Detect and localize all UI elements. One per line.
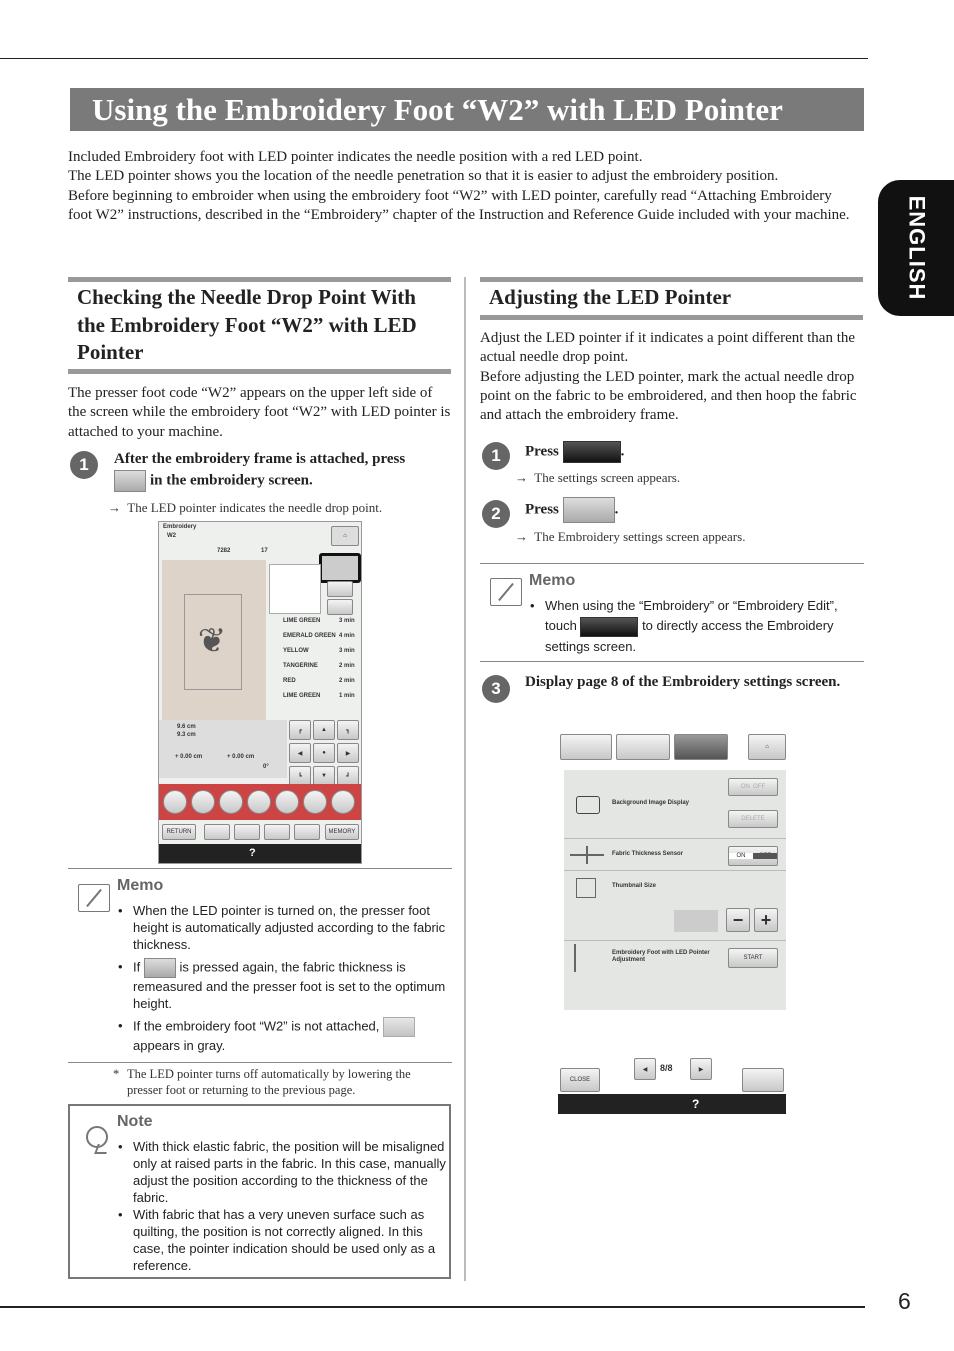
machine-button[interactable]	[742, 1068, 784, 1092]
right-section-top-bar	[480, 277, 863, 282]
settings-tab-1[interactable]	[560, 734, 612, 760]
thumbnail	[269, 564, 321, 614]
help-icon[interactable]: ?	[249, 847, 256, 859]
memo-item: • When the LED pointer is turned on, the presser foot height is automatically adjusted according to the fabric thickness.	[118, 903, 446, 952]
edit-tool-3-button[interactable]	[219, 790, 243, 814]
left-heading: Checking the Needle Drop Point With the Embroidery Foot “W2” with LED Pointer	[77, 285, 417, 364]
center-button[interactable]: ●	[313, 743, 335, 763]
minus-button[interactable]: −	[726, 908, 750, 932]
thumbnail-size-preview	[674, 910, 718, 932]
thickness-sensor-icon	[144, 958, 176, 978]
stitch-button[interactable]	[234, 824, 260, 840]
section-bottom-bar	[68, 369, 451, 374]
settings-key-icon	[580, 617, 638, 637]
trial-button[interactable]	[294, 824, 320, 840]
right-step-2-result: → The Embroidery settings screen appears.	[515, 529, 746, 544]
arrow-up-button[interactable]: ▲	[313, 720, 335, 740]
footnote: The LED pointer turns off automatically by lowering the presser foot or returning to the previous page.	[127, 1067, 411, 1097]
top-rule	[0, 58, 868, 59]
right-step-1-badge: 1	[482, 442, 510, 470]
bottom-rule	[0, 1306, 865, 1308]
stitch-count: 7282	[217, 548, 231, 554]
step-1-result: → The LED pointer indicates the needle drop point.	[108, 500, 383, 515]
right-heading: Adjusting the LED Pointer	[489, 285, 732, 309]
right-memo-top-rule	[480, 563, 864, 564]
start-button[interactable]: START	[728, 948, 778, 968]
footnote-mark: *	[113, 1067, 120, 1081]
thread-list: LIME GREEN 3 min EMERALD GREEN 4 min YELLOW 3 min TANGERINE 2 min RED 2 min LIME GREEN 1 min	[283, 618, 355, 699]
intro-text	[68, 148, 858, 225]
section-top-bar	[68, 277, 451, 282]
screen-toolbar	[159, 844, 361, 863]
left-memo-list	[118, 902, 446, 1054]
settings-panel: Background Image Display ON OFF DELETE Fabric Thickness Sensor ON OFF Thumbnail Size − + Embroidery Foot with LED Pointer Adjustment START	[564, 770, 786, 1010]
memo-pencil-icon	[490, 578, 522, 606]
edit-tool-7-button[interactable]	[331, 790, 355, 814]
edit-tool-1-button[interactable]	[163, 790, 187, 814]
lightbulb-icon	[82, 1118, 110, 1156]
plus-button[interactable]: +	[754, 908, 778, 932]
prev-page-button[interactable]: ◀	[634, 1058, 656, 1080]
embroidery-screen	[158, 521, 362, 864]
right-memo-item: • When using the “Embroidery” or “Embroidery Edit”, touch to directly access the Embroidery settings screen.	[530, 598, 838, 654]
note-title: Note	[117, 1113, 153, 1130]
settings-screen	[558, 732, 786, 1114]
left-paragraph: The presser foot code “W2” appears on the upper left side of the screen while the embroidery foot “W2” with LED pointer is attached to your machine.	[68, 385, 451, 440]
arrow-down-button[interactable]: ▼	[313, 766, 335, 786]
memo-bottom-rule	[68, 1062, 452, 1063]
right-step-1-result: → The settings screen appears.	[515, 470, 681, 485]
intro-line-3: Before beginning to embroider when using the embroidery foot “W2” with LED pointer, carefully read “Attaching Embroidery foot W2” instructions, described in the “Embroidery” chapter of the Instruction and Reference Guide included with your machine.	[68, 187, 850, 223]
design-area	[162, 560, 266, 720]
page-indicator: 8/8	[660, 1063, 673, 1073]
right-step-2-badge: 2	[482, 500, 510, 528]
home-button[interactable]: ⌂	[748, 734, 786, 760]
memo-item: • If the embroidery foot “W2” is not attached, appears in gray.	[118, 1017, 446, 1054]
scissors-button[interactable]	[204, 824, 230, 840]
fabric-thickness-toggle[interactable]: ON OFF	[728, 846, 778, 866]
settings-toolbar	[558, 1094, 786, 1114]
note-list	[118, 1138, 446, 1274]
right-memo-title: Memo	[529, 572, 576, 589]
arrow-down-right-button[interactable]: ┛	[337, 766, 359, 786]
time-count: 17	[261, 548, 268, 554]
intro-line-2: The LED pointer shows you the location of the needle penetration so that it is easier to adjust the embroidery position.	[68, 168, 779, 185]
fabric-thickness-icon	[570, 846, 604, 862]
arrow-up-right-button[interactable]: ┓	[337, 720, 359, 740]
right-step-2-text: Press .	[525, 497, 618, 523]
intro-line-1: Included Embroidery foot with LED pointer indicates the needle position with a red LED point.	[68, 149, 643, 165]
embroidery-settings-icon	[563, 497, 615, 523]
right-section-bottom-bar	[480, 315, 863, 320]
right-memo-bottom-rule	[480, 661, 864, 662]
thumbnail-icon	[576, 878, 596, 898]
frame-button[interactable]	[327, 599, 353, 615]
memo-pencil-icon	[78, 884, 110, 912]
thickness-sensor-gray-icon	[383, 1017, 415, 1037]
position-button[interactable]	[264, 824, 290, 840]
arrow-down-left-button[interactable]: ┗	[289, 766, 311, 786]
camera-button[interactable]	[327, 581, 353, 597]
settings-key-icon	[563, 441, 621, 463]
return-button[interactable]: RETURN	[162, 824, 196, 840]
delete-button[interactable]: DELETE	[728, 810, 778, 828]
right-step-1-text: Press .	[525, 441, 624, 463]
leaf-design-icon: ❦	[197, 623, 227, 660]
language-tab-label: ENGLISH	[904, 195, 930, 301]
edit-tool-2-button[interactable]	[191, 790, 215, 814]
help-icon[interactable]: ?	[692, 1097, 700, 1111]
left-memo-title: Memo	[117, 877, 164, 894]
camera-icon	[576, 796, 600, 814]
right-step-3-text: Display page 8 of the Embroidery settings screen.	[525, 674, 841, 690]
background-on-off-toggle[interactable]: ON OFF	[728, 778, 778, 796]
arrow-up-left-button[interactable]: ┏	[289, 720, 311, 740]
screen-title: Embroidery	[163, 524, 197, 530]
memo-item: • If is pressed again, the fabric thickness is remeasured and the presser foot is set to the optimum height.	[118, 959, 446, 1011]
next-page-button[interactable]: ▶	[690, 1058, 712, 1080]
note-item: • With thick elastic fabric, the position will be misaligned only at raised parts in the fabric. In this case, manually adjust the position according to the thickness of the fabric.	[118, 1139, 446, 1205]
step-1-text: After the embroidery frame is attached, press in the embroidery screen.	[114, 450, 454, 492]
memory-button[interactable]: MEMORY	[325, 824, 359, 840]
info-panel: 9.6 cm 9.3 cm + 0.00 cm + 0.00 cm 0°	[159, 720, 287, 778]
column-divider	[464, 277, 466, 1281]
close-button[interactable]: CLOSE	[560, 1068, 600, 1092]
settings-tab-embroidery[interactable]	[674, 734, 728, 760]
led-pointer-button[interactable]	[319, 553, 361, 583]
right-paragraph: Adjust the LED pointer if it indicates a point different than the actual needle drop point. Before adjusting the LED pointer, mark the actual needle drop point on the fabric to be embroidered, and then hoop the fabric and attach the embroidery frame.	[480, 330, 857, 424]
edit-tools-row	[159, 784, 361, 820]
page-title: Using the Embroidery Foot “W2” with LED Pointer	[92, 92, 783, 127]
page-navigator	[634, 1058, 712, 1078]
home-button[interactable]: ⌂	[331, 526, 359, 546]
led-adjust-icon	[574, 944, 576, 972]
settings-tab-2[interactable]	[616, 734, 670, 760]
thickness-sensor-icon	[114, 470, 146, 492]
edit-tool-5-button[interactable]	[275, 790, 299, 814]
step-1-badge: 1	[70, 451, 98, 479]
arrow-right-button[interactable]: ▶	[337, 743, 359, 763]
memo-top-rule	[68, 868, 452, 869]
edit-tool-4-button[interactable]	[247, 790, 271, 814]
right-step-3-badge: 3	[482, 675, 510, 703]
edit-tool-6-button[interactable]	[303, 790, 327, 814]
foot-code: W2	[167, 533, 176, 539]
page-number: 6	[898, 1288, 911, 1314]
note-item: • With fabric that has a very uneven surface such as quilting, the position is not correctly aligned. In this case, the pointer indication should be used only as a reference.	[118, 1207, 436, 1273]
arrow-left-button[interactable]: ◀	[289, 743, 311, 763]
